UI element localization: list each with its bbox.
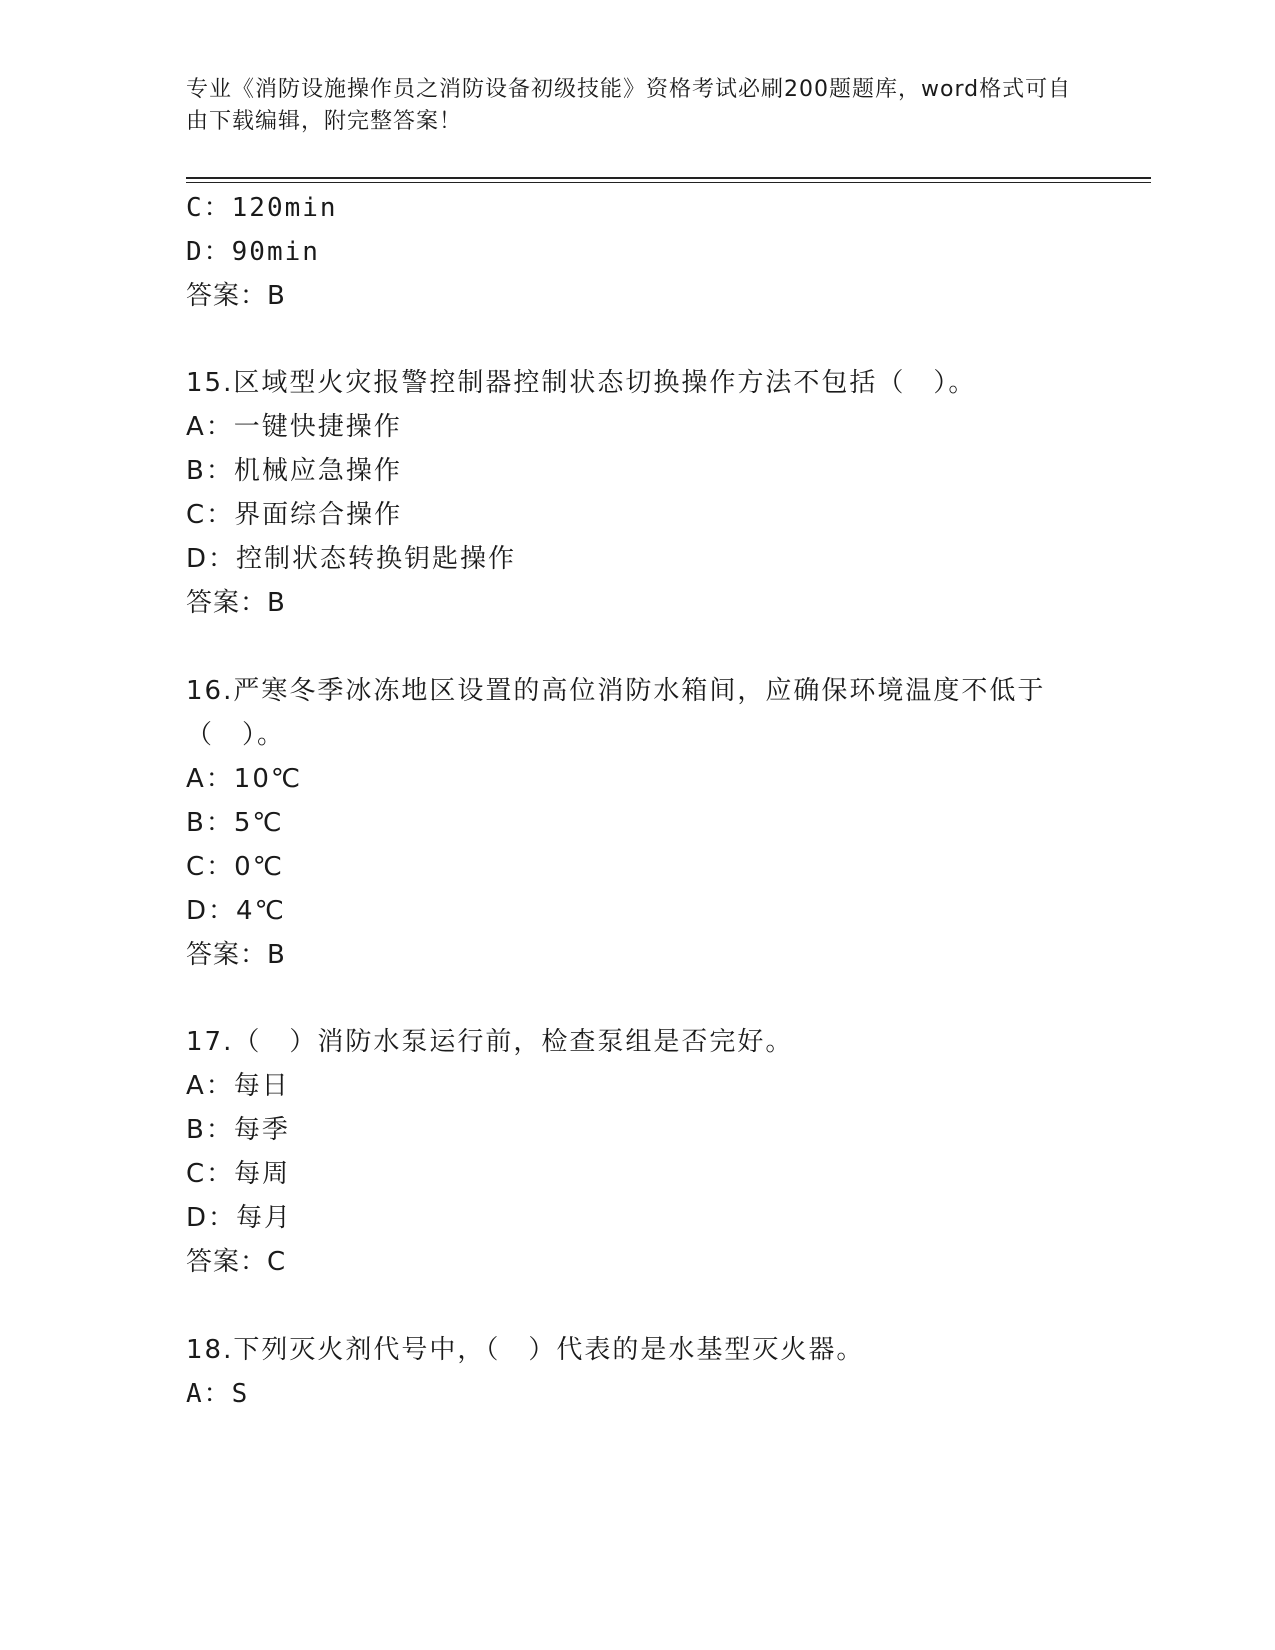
q18-stem: 18.下列灭火剂代号中，（ ）代表的是水基型灭火器。	[186, 1335, 865, 1365]
q17-option-a: A：每日	[186, 1071, 290, 1101]
q16-option-a: A：10℃	[186, 764, 303, 794]
q15-option-b: B：机械应急操作	[186, 456, 402, 486]
q16-answer: 答案：B	[186, 940, 286, 970]
q18-option-a: A：S	[186, 1379, 250, 1409]
q15-option-d: D：控制状态转换钥匙操作	[186, 544, 517, 574]
q14-option-d: D：90min	[186, 237, 320, 267]
document-header: 专业《消防设施操作员之消防设备初级技能》资格考试必刷200题题库，word格式可自由下载编辑，附完整答案！	[186, 77, 1072, 134]
header-divider-thin	[186, 182, 1151, 183]
q16-option-c: C：0℃	[186, 852, 284, 882]
q17-stem: 17.（ ）消防水泵运行前，检查泵组是否完好。	[186, 1027, 794, 1057]
q15-answer: 答案：B	[186, 588, 286, 618]
q17-option-d: D：每月	[186, 1203, 293, 1233]
q16-option-b: B：5℃	[186, 808, 284, 838]
header-divider	[186, 177, 1151, 179]
q16-option-d: D：4℃	[186, 896, 286, 926]
q17-answer: 答案：C	[186, 1247, 287, 1277]
q17-option-c: C：每周	[186, 1159, 291, 1189]
q15-option-a: A：一键快捷操作	[186, 412, 402, 442]
q16-stem-line2: （ ）。	[186, 720, 286, 750]
q16-stem-line1: 16.严寒冬季冰冻地区设置的高位消防水箱间，应确保环境温度不低于	[186, 676, 1046, 706]
q15-option-c: C：界面综合操作	[186, 500, 403, 530]
q17-option-b: B：每季	[186, 1115, 290, 1145]
q14-answer: 答案：B	[186, 281, 286, 311]
q15-stem: 15.区域型火灾报警控制器控制状态切换操作方法不包括（ ）。	[186, 368, 977, 398]
q14-option-c: C：120min	[186, 193, 338, 223]
